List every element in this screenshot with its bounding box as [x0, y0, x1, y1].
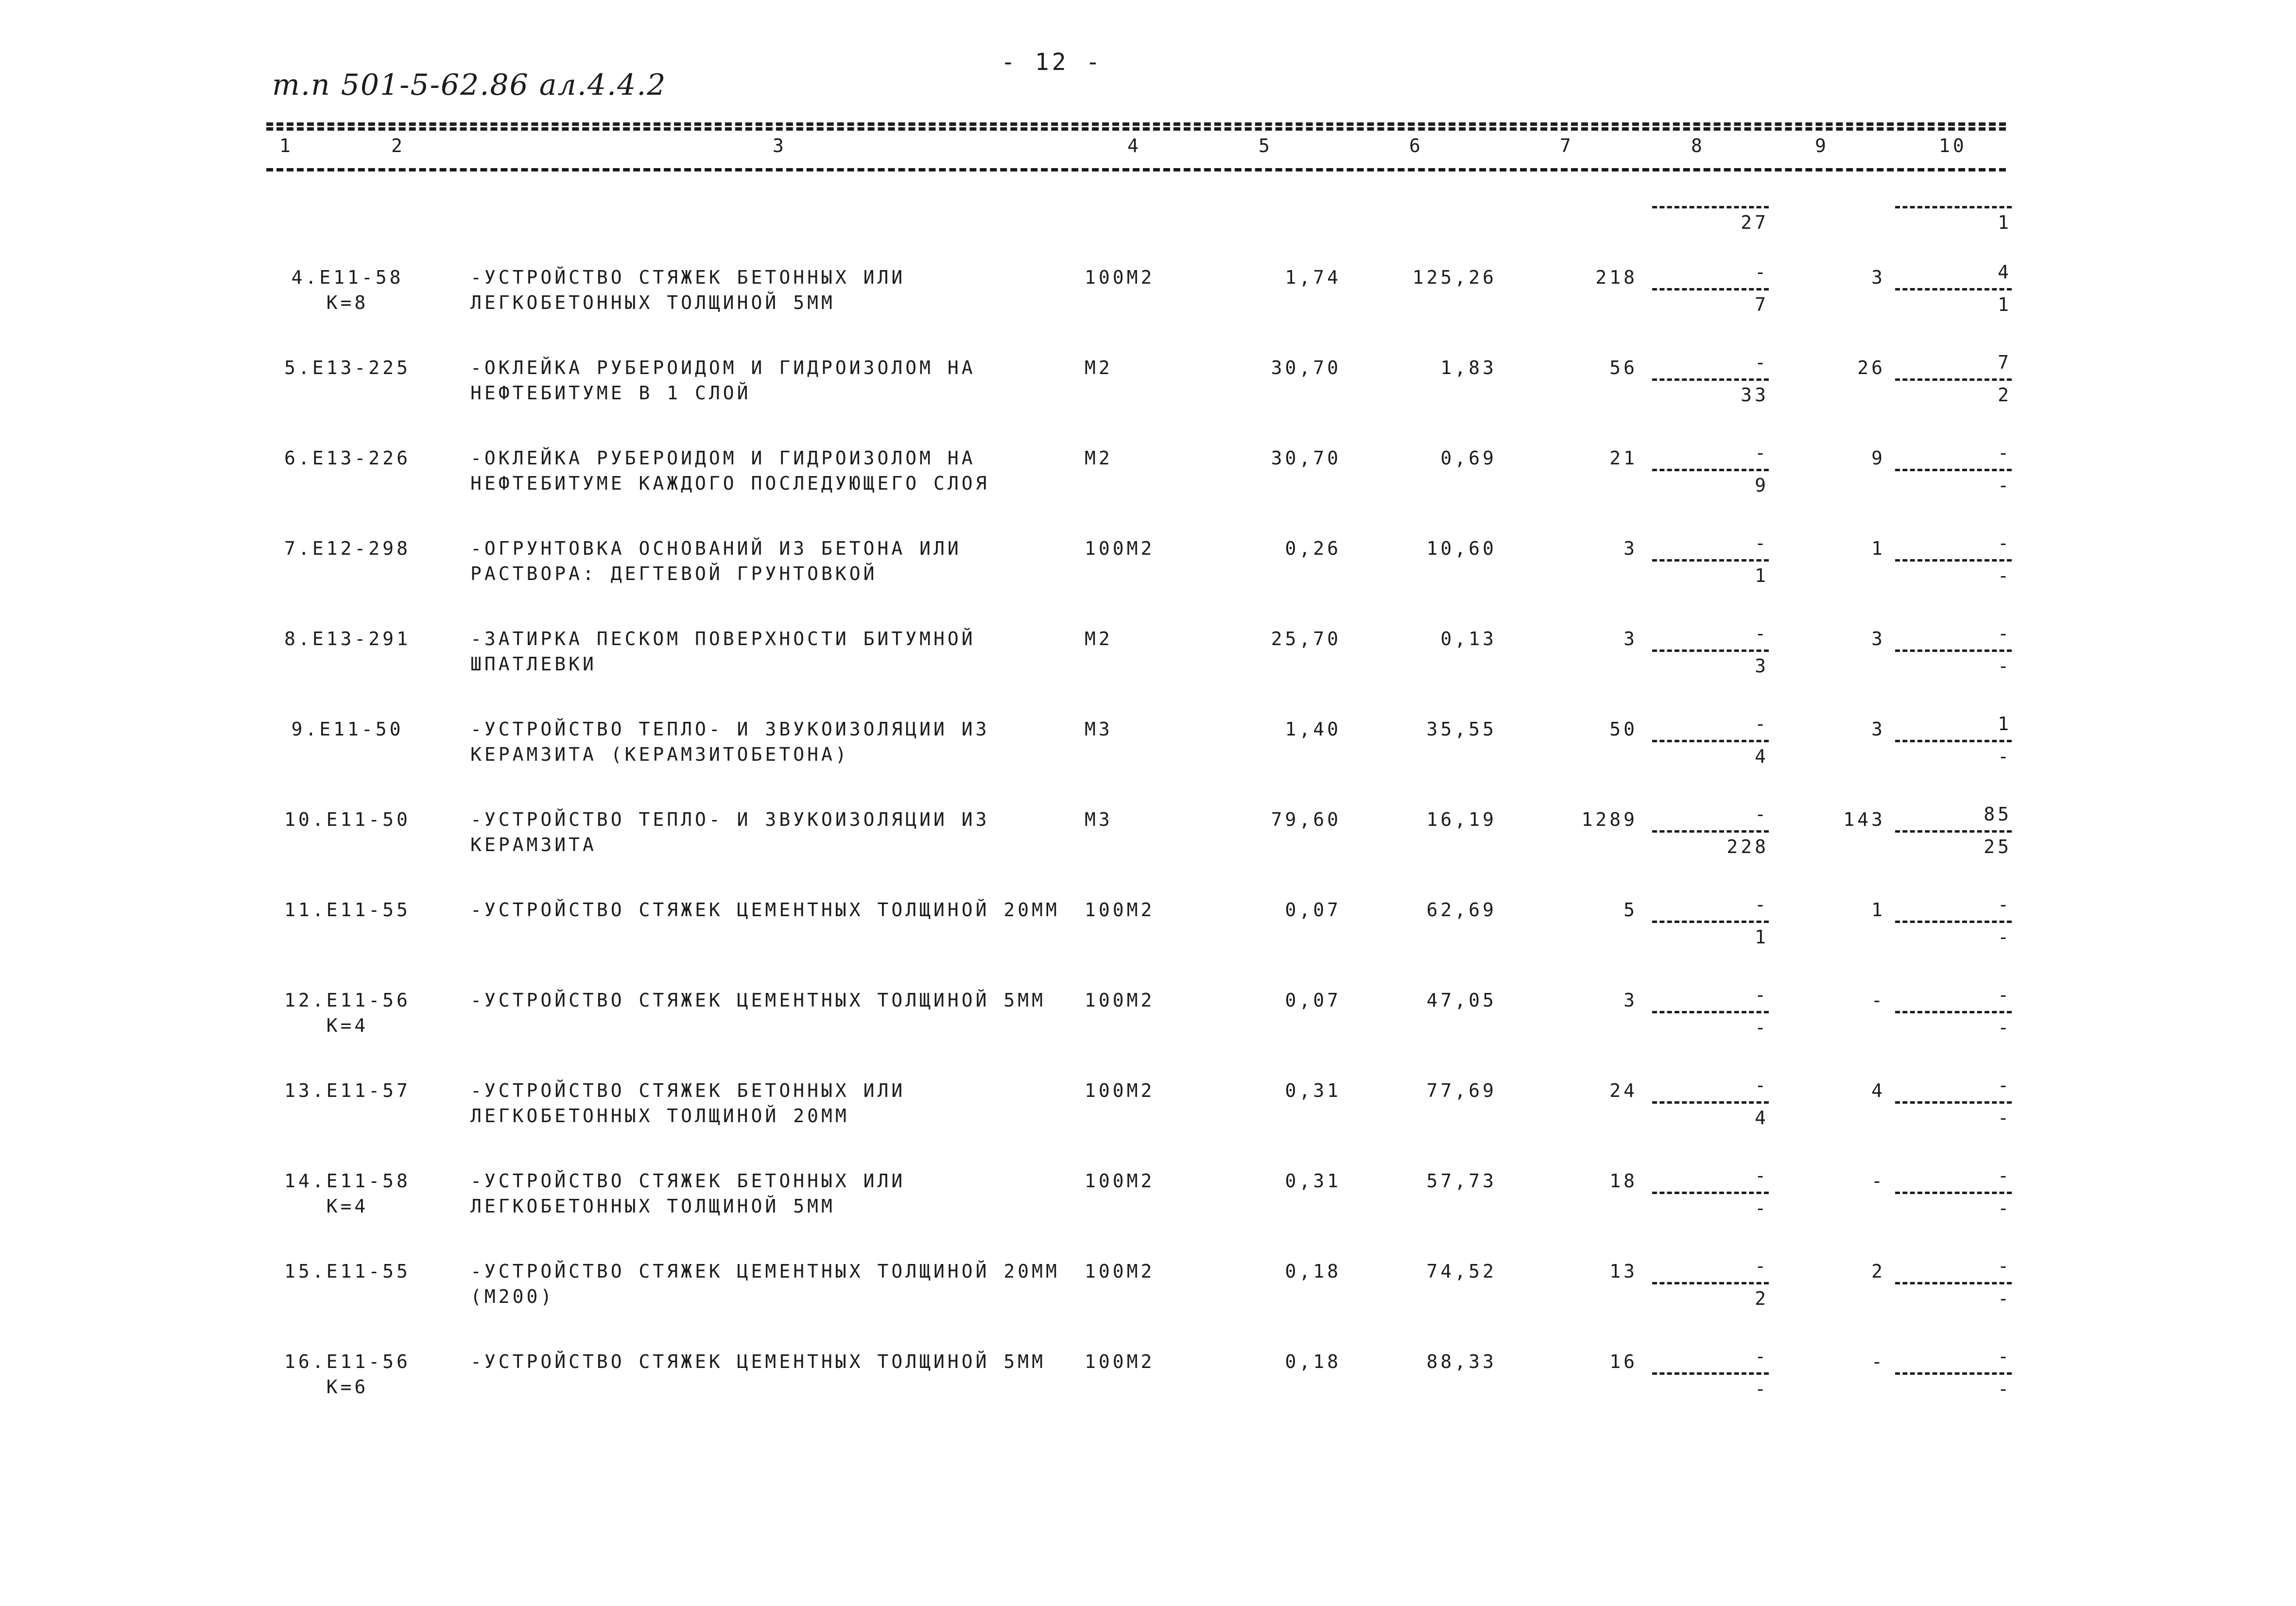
col8-value-denominator: -	[1755, 1017, 1769, 1038]
coefficient: К=8	[326, 292, 369, 313]
unit: 100М2	[1085, 899, 1155, 921]
norm-code: Е11-58	[326, 1170, 411, 1192]
col7-value: 50	[1609, 718, 1638, 740]
col10-value-denominator: -	[1998, 475, 2012, 496]
col10-value-fraction-line	[1895, 921, 2012, 923]
col10-value-fraction-line	[1895, 830, 2012, 833]
col10-value-denominator: 25	[1984, 836, 2012, 857]
col8-value-numerator: -	[1755, 623, 1769, 644]
coefficient: К=6	[326, 1376, 369, 1398]
col8-value-denominator: 33	[1741, 384, 1769, 406]
col8-value-denominator: 1	[1755, 926, 1769, 948]
col8-value-denominator: 4	[1755, 746, 1769, 767]
col8-value-numerator: -	[1755, 352, 1769, 373]
unit: 100М2	[1085, 538, 1155, 559]
col8-value-numerator: -	[1755, 803, 1769, 825]
unit: М2	[1085, 447, 1113, 469]
col10-value-fraction-line	[1895, 1282, 2012, 1284]
col8-value-numerator: -	[1755, 1255, 1769, 1277]
col8-value-numerator: -	[1755, 1075, 1769, 1096]
quantity: 79,60	[1271, 809, 1341, 830]
col8-value-fraction-line	[1652, 559, 1769, 562]
col7-value: 3	[1623, 990, 1638, 1011]
col8-value-fraction-line	[1652, 1192, 1769, 1194]
unit-price: 1,83	[1440, 357, 1497, 378]
col7-value: 18	[1609, 1170, 1638, 1192]
row-number: 11.	[284, 899, 327, 921]
col8-value	[1652, 1255, 1769, 1310]
row-ref	[262, 717, 432, 742]
col8-value	[1652, 1164, 1769, 1219]
col8-value-denominator: 7	[1755, 294, 1769, 315]
quantity: 0,31	[1285, 1170, 1341, 1192]
table-header-rule	[266, 168, 2006, 171]
row-ref	[262, 897, 432, 923]
unit: М2	[1085, 357, 1113, 378]
col8-value	[1652, 532, 1769, 587]
header-col-9: 9	[1815, 135, 1829, 156]
norm-code: Е11-50	[319, 718, 404, 740]
col9-value: 143	[1843, 809, 1885, 830]
col7-value: 21	[1609, 447, 1638, 469]
col10-value	[1895, 261, 2012, 316]
col8-value-denominator: 3	[1755, 655, 1769, 677]
header-col-2: 2	[391, 135, 405, 156]
work-description: -УСТРОЙСТВО СТЯЖЕК БЕТОННЫХ ИЛИ ЛЕГКОБЕТОННЫХ ТОЛЩИНОЙ 5ММ	[470, 1170, 906, 1217]
unit-price: 77,69	[1426, 1080, 1497, 1101]
col8-value	[1652, 803, 1769, 858]
col10-value	[1895, 713, 2012, 768]
col7-value: 5	[1623, 899, 1638, 921]
col10-value-denominator: -	[1998, 1288, 2012, 1309]
header-col-1: 1	[279, 135, 293, 156]
unit: М2	[1085, 628, 1113, 649]
unit: 100М2	[1085, 1261, 1155, 1282]
col8-value	[1652, 984, 1769, 1039]
col8-value-denominator: 2	[1755, 1288, 1769, 1309]
col10-value	[1895, 1074, 2012, 1129]
col8-value	[1652, 622, 1769, 677]
col8-value	[1652, 713, 1769, 768]
work-description: -ОКЛЕЙКА РУБЕРОИДОМ И ГИДРОИЗОЛОМ НА НЕФТЕБИТУМЕ В 1 СЛОЙ	[470, 357, 976, 404]
norm-code: Е11-56	[326, 1351, 411, 1372]
work-description: -ОКЛЕЙКА РУБЕРОИДОМ И ГИДРОИЗОЛОМ НА НЕФТЕБИТУМЕ КАЖДОГО ПОСЛЕДУЮЩЕГО СЛОЯ	[470, 447, 990, 494]
col8-value	[1652, 261, 1769, 316]
col8-value-fraction-line	[1652, 378, 1769, 381]
col10-value-numerator: -	[1998, 1075, 2012, 1096]
col8-value-numerator: -	[1755, 713, 1769, 735]
unit: 100М2	[1085, 1080, 1155, 1101]
col10-value	[1895, 1345, 2012, 1400]
col10-value-denominator: -	[1998, 926, 2012, 948]
col8-value-numerator: -	[1755, 1165, 1769, 1186]
unit-price: 0,69	[1440, 447, 1497, 469]
work-description: -УСТРОЙСТВО СТЯЖЕК ЦЕМЕНТНЫХ ТОЛЩИНОЙ 5ММ	[470, 990, 1046, 1011]
col10-value-numerator: -	[1998, 984, 2012, 1006]
col10-value	[1895, 1164, 2012, 1219]
unit: М3	[1085, 718, 1113, 740]
quantity: 0,18	[1285, 1351, 1341, 1372]
header-col-8: 8	[1691, 135, 1705, 156]
col9-value: 9	[1871, 447, 1885, 469]
col10-value-fraction-line	[1895, 1011, 2012, 1013]
unit-price: 57,73	[1426, 1170, 1497, 1192]
col10-value-fraction-line	[1895, 649, 2012, 652]
row-number: 16.	[284, 1351, 327, 1372]
col10-value-fraction-line	[1895, 1192, 2012, 1194]
norm-code: Е11-57	[326, 1080, 411, 1101]
col7-value: 3	[1623, 538, 1638, 559]
col10-value	[1895, 893, 2012, 948]
col10-value-numerator: -	[1998, 532, 2012, 554]
col10-value	[1895, 622, 2012, 677]
unit-price: 47,05	[1426, 990, 1497, 1011]
unit: 100М2	[1085, 267, 1155, 288]
col10-value-numerator: -	[1998, 1346, 2012, 1367]
col7-value: 3	[1623, 628, 1638, 649]
col8-value-numerator: -	[1755, 984, 1769, 1006]
quantity: 25,70	[1271, 628, 1341, 649]
col10-value-numerator: -	[1998, 1255, 2012, 1277]
col8-value-denominator: 4	[1755, 1107, 1769, 1128]
col8-value-denominator: -	[1755, 1378, 1769, 1400]
col9-value: 4	[1871, 1080, 1885, 1101]
col10-value-fraction-line	[1895, 469, 2012, 471]
col8-value-denominator: -	[1755, 1197, 1769, 1219]
col10-value-denominator: -	[1998, 1197, 2012, 1219]
row-number: 4.	[291, 267, 320, 288]
col8-value-fraction-line	[1652, 1101, 1769, 1104]
row-ref	[262, 988, 432, 1038]
unit-price: 0,13	[1440, 628, 1497, 649]
row-ref	[262, 1078, 432, 1103]
col10-value-denominator: -	[1998, 746, 2012, 767]
carry-over-col10-fraction-line	[1895, 206, 2012, 208]
norm-code: Е11-58	[319, 267, 404, 288]
col8-value-denominator: 228	[1726, 836, 1769, 857]
col10-value	[1895, 984, 2012, 1039]
col8-value-numerator: -	[1755, 1346, 1769, 1367]
quantity: 1,74	[1285, 267, 1341, 288]
col10-value-fraction-line	[1895, 559, 2012, 562]
col8-value-fraction-line	[1652, 1372, 1769, 1375]
col10-value-denominator: -	[1998, 1378, 2012, 1400]
col8-value	[1652, 1345, 1769, 1400]
row-number: 5.	[284, 357, 312, 378]
col10-value	[1895, 532, 2012, 587]
norm-code: Е13-226	[312, 447, 411, 469]
work-description: -УСТРОЙСТВО СТЯЖЕК БЕТОННЫХ ИЛИ ЛЕГКОБЕТОННЫХ ТОЛЩИНОЙ 20ММ	[470, 1080, 906, 1127]
col10-value-numerator: 1	[1998, 713, 2012, 735]
unit-price: 62,69	[1426, 899, 1497, 921]
col10-value-numerator: 4	[1998, 261, 2012, 283]
col9-value: -	[1871, 1170, 1885, 1192]
norm-code: Е12-298	[312, 538, 411, 559]
col10-value-denominator: -	[1998, 655, 2012, 677]
carry-over-col8-numerator	[1652, 179, 1769, 201]
col7-value: 56	[1609, 357, 1638, 378]
col9-value: -	[1871, 990, 1885, 1011]
col10-value-numerator: 85	[1984, 803, 2012, 825]
carry-over-col8-denominator: 27	[1741, 212, 1769, 233]
norm-code: Е13-225	[312, 357, 411, 378]
quantity: 0,07	[1285, 899, 1341, 921]
row-ref	[262, 355, 432, 380]
work-description: -УСТРОЙСТВО ТЕПЛО- И ЗВУКОИЗОЛЯЦИИ ИЗ КЕРАМЗИТА	[470, 809, 990, 855]
unit-price: 35,55	[1426, 718, 1497, 740]
norm-code: Е11-55	[326, 1261, 411, 1282]
quantity: 30,70	[1271, 357, 1341, 378]
col8-value-fraction-line	[1652, 1011, 1769, 1013]
quantity: 30,70	[1271, 447, 1341, 469]
unit-price: 10,60	[1426, 538, 1497, 559]
unit-price: 125,26	[1412, 267, 1497, 288]
col8-value-fraction-line	[1652, 649, 1769, 652]
unit: 100М2	[1085, 1170, 1155, 1192]
col10-value	[1895, 442, 2012, 496]
col9-value: 1	[1871, 538, 1885, 559]
norm-code: Е11-55	[326, 899, 411, 921]
col10-value-numerator: -	[1998, 623, 2012, 644]
unit: М3	[1085, 809, 1113, 830]
unit-price: 74,52	[1426, 1261, 1497, 1282]
col10-value-fraction-line	[1895, 740, 2012, 742]
col10-value-denominator: -	[1998, 1017, 2012, 1038]
col8-value-fraction-line	[1652, 740, 1769, 742]
row-number: 7.	[284, 538, 312, 559]
col8-value-denominator: 1	[1755, 565, 1769, 586]
work-description: -ОГРУНТОВКА ОСНОВАНИЙ ИЗ БЕТОНА ИЛИ РАСТВОРА: ДЕГТЕВОЙ ГРУНТОВКОЙ	[470, 538, 962, 584]
work-description: -УСТРОЙСТВО СТЯЖЕК ЦЕМЕНТНЫХ ТОЛЩИНОЙ 20ММ	[470, 899, 1060, 921]
norm-code: Е11-56	[326, 990, 411, 1011]
work-description: -ЗАТИРКА ПЕСКОМ ПОВЕРХНОСТИ БИТУМНОЙ ШПАТЛЕВКИ	[470, 628, 976, 675]
carry-over-col10	[1895, 179, 2012, 234]
header-col-10: 10	[1939, 135, 1967, 156]
col7-value: 16	[1609, 1351, 1638, 1372]
col10-value-denominator: -	[1998, 1107, 2012, 1128]
row-number: 12.	[284, 990, 327, 1011]
row-ref	[262, 626, 432, 651]
col10-value-fraction-line	[1895, 1101, 2012, 1104]
col9-value: 3	[1871, 718, 1885, 740]
table-top-rule-2	[266, 127, 2006, 131]
quantity: 0,31	[1285, 1080, 1341, 1101]
col9-value: 3	[1871, 628, 1885, 649]
row-ref	[262, 1349, 432, 1400]
col8-value-denominator: 9	[1755, 475, 1769, 496]
unit: 100М2	[1085, 990, 1155, 1011]
col8-value-numerator: -	[1755, 261, 1769, 283]
header-col-4: 4	[1127, 135, 1141, 156]
row-ref	[262, 265, 432, 315]
col9-value: 3	[1871, 267, 1885, 288]
col10-value	[1895, 351, 2012, 406]
quantity: 0,26	[1285, 538, 1341, 559]
carry-over-col8-fraction-line	[1652, 206, 1769, 208]
col7-value: 13	[1609, 1261, 1638, 1282]
col8-value-numerator: -	[1755, 894, 1769, 915]
row-number: 13.	[284, 1080, 327, 1101]
col10-value-denominator: 1	[1998, 294, 2012, 315]
row-number: 9.	[291, 718, 320, 740]
header-col-3: 3	[773, 135, 787, 156]
quantity: 1,40	[1285, 718, 1341, 740]
col8-value	[1652, 1074, 1769, 1129]
handwritten-header: т.п 501-5-62.86 ал.4.4.2	[272, 68, 667, 102]
col9-value: 26	[1857, 357, 1885, 378]
col8-value	[1652, 442, 1769, 496]
row-ref	[262, 1259, 432, 1284]
header-col-7: 7	[1560, 135, 1574, 156]
row-number: 14.	[284, 1170, 327, 1192]
row-ref	[262, 807, 432, 832]
unit: 100М2	[1085, 1351, 1155, 1372]
col7-value: 218	[1595, 267, 1638, 288]
col10-value-numerator: 7	[1998, 352, 2012, 373]
coefficient: К=4	[326, 1196, 369, 1217]
col8-value	[1652, 893, 1769, 948]
col7-value: 24	[1609, 1080, 1638, 1101]
row-number: 6.	[284, 447, 312, 469]
row-ref	[262, 1168, 432, 1219]
carry-over-col10-denominator: 1	[1998, 212, 2012, 233]
col8-value-fraction-line	[1652, 469, 1769, 471]
header-col-5: 5	[1259, 135, 1273, 156]
col8-value-numerator: -	[1755, 532, 1769, 554]
col9-value: -	[1871, 1351, 1885, 1372]
col8-value-fraction-line	[1652, 1282, 1769, 1284]
work-description: -УСТРОЙСТВО СТЯЖЕК БЕТОННЫХ ИЛИ ЛЕГКОБЕТОННЫХ ТОЛЩИНОЙ 5ММ	[470, 267, 906, 313]
unit-price: 16,19	[1426, 809, 1497, 830]
header-col-6: 6	[1409, 135, 1423, 156]
col10-value-numerator: -	[1998, 1165, 2012, 1186]
col8-value-fraction-line	[1652, 921, 1769, 923]
work-description: -УСТРОЙСТВО СТЯЖЕК ЦЕМЕНТНЫХ ТОЛЩИНОЙ 5ММ	[470, 1351, 1046, 1372]
col8-value-fraction-line	[1652, 830, 1769, 833]
col10-value-denominator: -	[1998, 565, 2012, 586]
col8-value	[1652, 351, 1769, 406]
row-number: 15.	[284, 1261, 327, 1282]
unit-price: 88,33	[1426, 1351, 1497, 1372]
row-ref	[262, 536, 432, 561]
coefficient: К=4	[326, 1015, 369, 1036]
work-description: -УСТРОЙСТВО ТЕПЛО- И ЗВУКОИЗОЛЯЦИИ ИЗ КЕРАМЗИТА (КЕРАМЗИТОБЕТОНА)	[470, 718, 990, 765]
page-number: - 12 -	[1001, 49, 1103, 76]
col7-value: 1289	[1581, 809, 1638, 830]
carry-over-col10-numerator	[1895, 179, 2012, 201]
col9-value: 2	[1871, 1261, 1885, 1282]
row-ref	[262, 445, 432, 471]
quantity: 0,18	[1285, 1261, 1341, 1282]
col10-value	[1895, 803, 2012, 858]
row-number: 10.	[284, 809, 327, 830]
carry-over-col8	[1652, 179, 1769, 234]
col10-value	[1895, 1255, 2012, 1310]
col10-value-numerator: -	[1998, 442, 2012, 463]
row-number: 8.	[284, 628, 312, 649]
col10-value-numerator: -	[1998, 894, 2012, 915]
work-description: -УСТРОЙСТВО СТЯЖЕК ЦЕМЕНТНЫХ ТОЛЩИНОЙ 20ММ (М200)	[470, 1261, 1060, 1307]
col10-value-fraction-line	[1895, 288, 2012, 290]
norm-code: Е13-291	[312, 628, 411, 649]
col10-value-fraction-line	[1895, 378, 2012, 381]
norm-code: Е11-50	[326, 809, 411, 830]
col10-value-fraction-line	[1895, 1372, 2012, 1375]
col9-value: 1	[1871, 899, 1885, 921]
quantity: 0,07	[1285, 990, 1341, 1011]
col8-value-fraction-line	[1652, 288, 1769, 290]
table-top-rule	[266, 122, 2006, 126]
col10-value-denominator: 2	[1998, 384, 2012, 406]
col8-value-numerator: -	[1755, 442, 1769, 463]
